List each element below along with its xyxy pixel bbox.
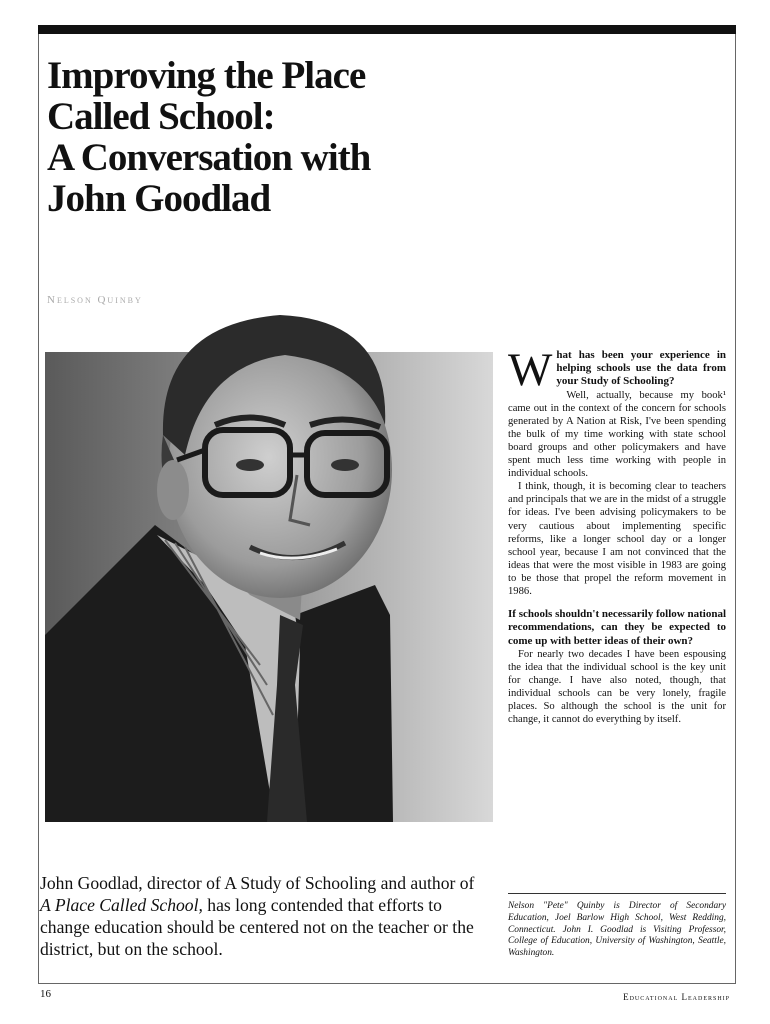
caption-book-title: A Place Called School, <box>40 895 203 915</box>
question-1 <box>508 344 726 396</box>
journal-name: Educational Leadership <box>623 992 730 1002</box>
title-line-3: A Conversation with <box>47 136 371 179</box>
caption-text-1: John Goodlad, director of A Study of Schooling and author of <box>40 873 475 893</box>
page-number: 16 <box>40 988 51 1000</box>
article-title <box>47 55 527 219</box>
drop-cap: W <box>508 344 553 396</box>
title-line-4: John Goodlad <box>47 177 271 220</box>
answer-1-paragraph-1: Well, actually, because my book¹ came out in the context of the concern for schools generated by A Nation at Risk, I've been spending the bulk of my time working with state school board groups and other policymakers and have spent much less time working with people in individual schools. <box>508 389 726 480</box>
caption-text-2: has long contended that efforts to change education should be centered not on the teacher or the district, but on the school. <box>40 895 474 959</box>
author-byline: Nelson Quinby <box>47 294 143 306</box>
question-1-text: hat has been your experience in helping schools use the data from your Study of Schooling? <box>556 349 726 388</box>
portrait-illustration <box>45 285 493 822</box>
title-line-2: Called School: <box>47 95 275 138</box>
answer-1-paragraph-2: I think, though, it is becoming clear to teachers and principals that we are in the midst of a struggle for ideas. I've been advising policymakers to be very cautious about implementing specific reforms, like a longer school day or a longer school year, because I am not convinced that the ideas that were the most visible in 1983 are going to be those that propel the reform movement in 1986. <box>508 481 726 598</box>
portrait-photo <box>45 285 493 822</box>
photo-caption <box>40 872 475 960</box>
title-line-1: Improving the Place <box>47 54 366 97</box>
answer-2-paragraph-1: For nearly two decades I have been espousing the idea that the individual school is the key unit for change. I have also noted, though, that individual schools can be very lonely, fragile places. So although the school is the unit for change, it cannot do everything by itself. <box>508 648 726 726</box>
author-bio: Nelson "Pete" Quinby is Director of Secondary Education, Joel Barlow High School, West Redding, Connecticut. John I. Goodlad is Visiting Professor, College of Education, University of Washington, Seattle, Washington. <box>508 893 726 960</box>
top-rule <box>38 25 736 34</box>
interview-column <box>508 344 726 726</box>
question-2: If schools shouldn't necessarily follow national recommendations, can they be expected to come up with better ideas of their own? <box>508 608 726 647</box>
